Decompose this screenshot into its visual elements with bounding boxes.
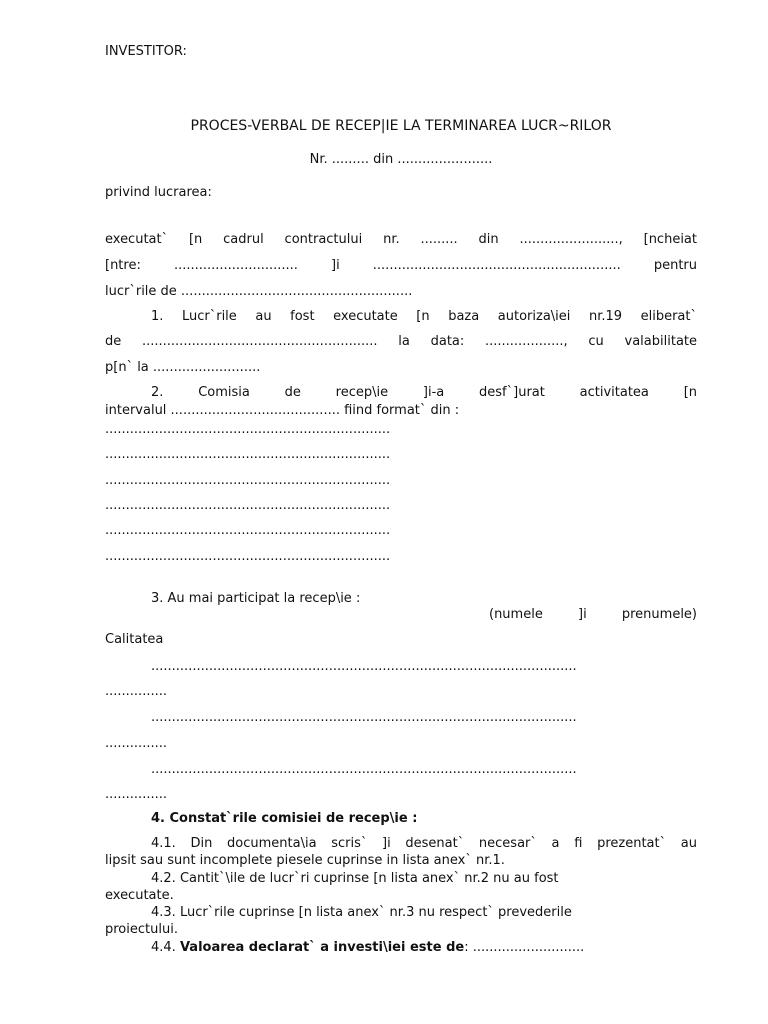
investor-label: INVESTITOR: [105,44,187,59]
calitatea-label: Calitatea [105,632,164,647]
finding-4-1-line-2: lipsit sau sunt incomplete piesele cuprinse in lista anex` nr.1. [105,853,505,868]
declared-value-dots: : ........................... [464,940,585,955]
finding-4-3-line-2: proiectului. [105,922,178,937]
section-2-line-1: 2. Comisia de recep\ie ]i-a desf`]urat activitatea [n [151,385,697,400]
intro-line-3: lucr`rile de ........................................................ [105,284,413,299]
privind-lucrarea-label: privind lucrarea: [105,185,212,200]
finding-4-4 [151,940,584,956]
committee-member-line: ..................................................................... [105,549,391,564]
section-2-line-2: intervalul ......................................... fiind format` din : [105,403,460,418]
section-1-line-2: de ......................................................... la data: ..................., cu valabilitate [105,334,697,349]
intro-line-1: executat` [n cadrul contractului nr. ......... din ........................, [ncheiat [105,232,697,247]
finding-4-1-line-1: 4.1. Din documenta\ia scris` ]i desenat` necesar` a fi prezentat` au [151,836,697,851]
section-1-line-1: 1. Lucr`rile au fost executate [n baza autoriza\iei nr.19 eliberat` [151,309,697,324]
intro-line-2: [ntre: .............................. ]i ............................................................ pentru [105,258,697,273]
finding-4-2-line-2: executate. [105,888,174,903]
participant-line-tail: ............... [105,787,167,802]
section-3-line-1: 3. Au mai participat la recep\ie : [151,591,361,606]
finding-4-2-line-1: 4.2. Cantit`\ile de lucr`ri cuprinse [n lista anex` nr.2 nu au fost [151,871,559,886]
declared-value-label: Valoarea declarat` a investi\iei este de [179,940,465,955]
participant-line-tail: ............... [105,736,167,751]
committee-member-line: ..................................................................... [105,498,391,513]
section-4-heading: 4. Constat`rile comisiei de recep\ie : [151,811,418,826]
committee-member-line: ..................................................................... [105,422,391,437]
finding-4-3-line-1: 4.3. Lucr`rile cuprinse [n lista anex` nr.3 nu respect` prevederile [151,905,572,920]
name-hint: (numele ]i prenumele) [489,607,697,622]
section-1-line-3: p[n` la .......................... [105,360,261,375]
participant-line-tail: ............... [105,684,167,699]
finding-4-4-number: 4.4. [151,940,180,955]
document-number-line: Nr. ......... din ....................... [309,152,493,167]
committee-member-line: ..................................................................... [105,523,391,538]
participant-line: ....................................................................................................... [151,710,577,725]
committee-member-line: ..................................................................... [105,473,391,488]
participant-line: ....................................................................................................... [151,659,577,674]
document-title: PROCES-VERBAL DE RECEP|IE LA TERMINAREA LUCR~RILOR [190,118,612,134]
participant-line: ....................................................................................................... [151,762,577,777]
committee-member-line: ..................................................................... [105,447,391,462]
